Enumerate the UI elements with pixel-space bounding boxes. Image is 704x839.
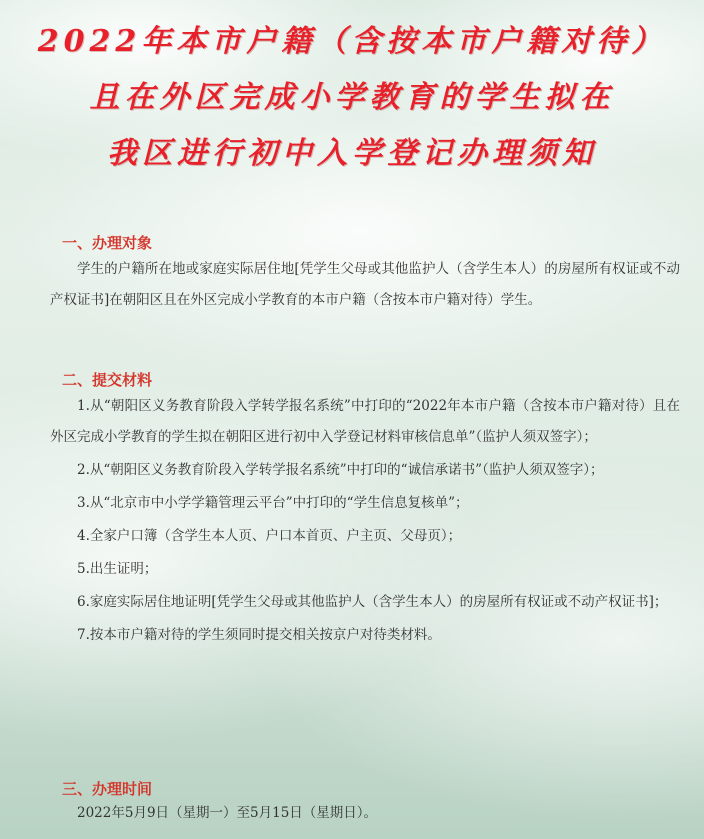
- materials-item-4: 4.全家户口簿（含学生本人页、户口本首页、户主页、父母页）；: [77, 528, 462, 544]
- materials-item-5: 5.出生证明；: [77, 561, 158, 577]
- materials-item-2: 2.从“朝阳区义务教育阶段入学转学报名系统”中打印的“诚信承诺书”（监护人须双签字）；: [77, 462, 604, 478]
- section-heading-time: 三、办理时间: [62, 780, 153, 798]
- title-line-2: 且在外区完成小学教育的学生拟在: [89, 80, 615, 115]
- materials-item-1: 1.从“朝阳区义务教育阶段入学转学报名系统”中打印的“2022年本市户籍（含按本市户籍对待）且在外区完成小学教育的学生拟在朝阳区进行初中入学登记材料审核信息单”（监护人须双签字）；: [50, 398, 680, 445]
- time-text: 2022年5月9日（星期一）至5月15日（星期日）。: [77, 805, 378, 821]
- materials-item-7: 7.按本市户籍对待的学生须同时提交相关按京户对待类材料。: [77, 627, 441, 643]
- section-heading-materials: 二、提交材料: [62, 371, 153, 389]
- title-line-3: 我区进行初中入学登记办理须知: [107, 136, 597, 171]
- materials-item-6: 6.家庭实际居住地证明[凭学生父母或其他监护人（含学生本人）的房屋所有权证或不动产权证书]；: [77, 594, 668, 610]
- applicants-text: 学生的户籍所在地或家庭实际居住地[凭学生父母或其他监护人（含学生本人）的房屋所有权证或不动产权证书]在朝阳区且在外区完成小学教育的本市户籍（含按本市户籍对待）学生。: [50, 261, 680, 308]
- section-time: [50, 778, 680, 828]
- materials-item-3: 3.从“北京市中小学学籍管理云平台”中打印的“学生信息复核单”；: [77, 495, 469, 511]
- section-heading-applicants: 一、办理对象: [62, 234, 153, 252]
- section-applicants: [50, 232, 680, 318]
- title-line-1: 2022年本市户籍（含按本市户籍对待）: [37, 24, 667, 59]
- section-materials: [50, 369, 680, 653]
- page-title: [0, 14, 704, 182]
